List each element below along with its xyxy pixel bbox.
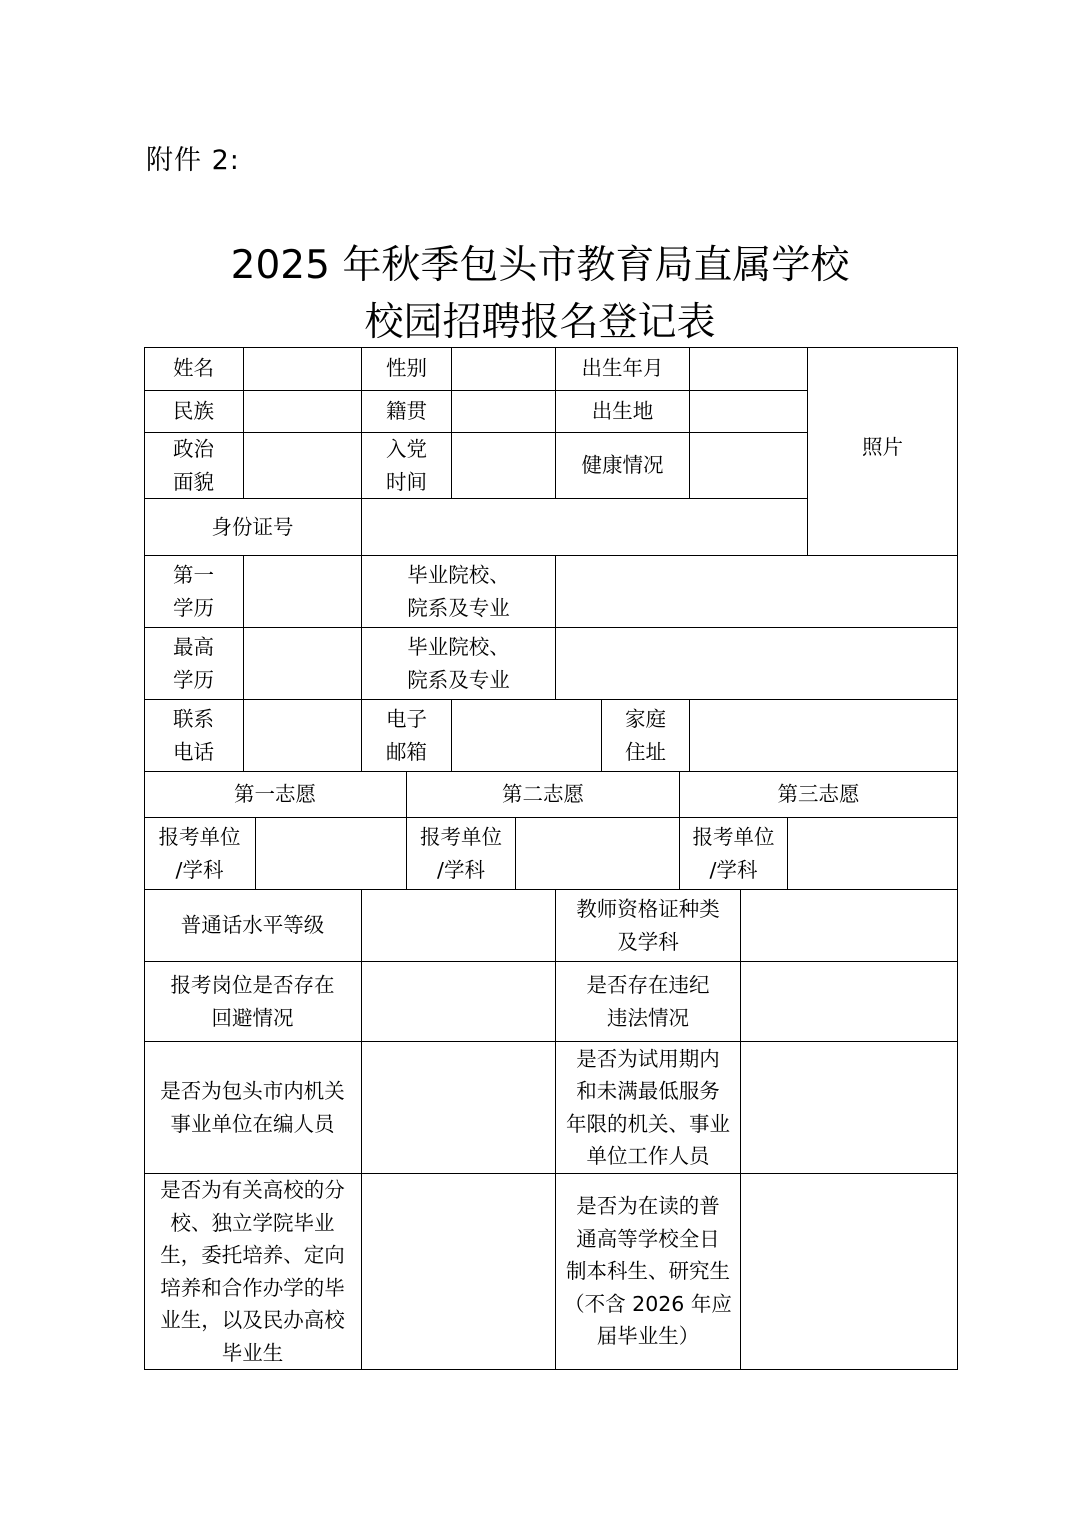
label-birthplace: 出生地 [556, 391, 690, 433]
input-violation[interactable] [741, 962, 958, 1042]
label-id-number: 身份证号 [144, 499, 362, 556]
label-avoidance: 报考岗位是否存在 回避情况 [144, 962, 362, 1042]
label-current-student: 是否为在读的普 通高等学校全日 制本科生、研究生 （不含 2026 年应 届毕业生） [556, 1174, 741, 1370]
label-unit-subject-1: 报考单位 /学科 [144, 818, 256, 890]
label-mandarin-level: 普通话水平等级 [144, 890, 362, 962]
input-health[interactable] [690, 433, 808, 499]
label-unit-subject-2: 报考单位 /学科 [407, 818, 516, 890]
input-phone[interactable] [244, 700, 362, 772]
label-baotou-staff: 是否为包头市内机关 事业单位在编人员 [144, 1042, 362, 1174]
label-gender: 性别 [362, 347, 452, 391]
label-probation-staff: 是否为试用期内 和未满最低服务 年限的机关、事业 单位工作人员 [556, 1042, 741, 1174]
label-choice-2: 第二志愿 [407, 772, 680, 818]
form-title-line2: 校园招聘报名登记表 [364, 300, 716, 345]
input-gender[interactable] [452, 347, 556, 391]
label-phone: 联系 电话 [144, 700, 244, 772]
label-name: 姓名 [144, 347, 244, 391]
label-school-major-2: 毕业院校、 院系及专业 [362, 628, 556, 700]
input-probation-staff[interactable] [741, 1042, 958, 1174]
input-name[interactable] [244, 347, 362, 391]
input-current-student[interactable] [741, 1174, 958, 1370]
label-school-major-1: 毕业院校、 院系及专业 [362, 556, 556, 628]
input-highest-degree[interactable] [244, 628, 362, 700]
label-first-degree: 第一 学历 [144, 556, 244, 628]
label-party-join-time: 入党 时间 [362, 433, 452, 499]
attachment-label: 附件 2: [146, 145, 240, 176]
input-native-place[interactable] [452, 391, 556, 433]
label-native-place: 籍贯 [362, 391, 452, 433]
label-choice-3: 第三志愿 [680, 772, 958, 818]
input-unit-subject-3[interactable] [788, 818, 958, 890]
input-avoidance[interactable] [362, 962, 556, 1042]
photo-box[interactable]: 照片 [808, 347, 958, 556]
label-teacher-cert: 教师资格证种类 及学科 [556, 890, 741, 962]
label-email: 电子 邮箱 [362, 700, 452, 772]
input-first-degree[interactable] [244, 556, 362, 628]
label-address: 家庭 住址 [602, 700, 690, 772]
label-ethnicity: 民族 [144, 391, 244, 433]
input-birthplace[interactable] [690, 391, 808, 433]
input-birth-date[interactable] [690, 347, 808, 391]
input-unit-subject-2[interactable] [516, 818, 680, 890]
label-special-graduate: 是否为有关高校的分 校、独立学院毕业 生，委托培养、定向 培养和合作办学的毕 业生，以及民办高校 毕业生 [144, 1174, 362, 1370]
input-school-major-2[interactable] [556, 628, 958, 700]
form-title-line1: 2025 年秋季包头市教育局直属学校 [230, 243, 850, 288]
input-teacher-cert[interactable] [741, 890, 958, 962]
input-ethnicity[interactable] [244, 391, 362, 433]
label-unit-subject-3: 报考单位 /学科 [680, 818, 788, 890]
input-address[interactable] [690, 700, 958, 772]
input-party-join-time[interactable] [452, 433, 556, 499]
input-unit-subject-1[interactable] [256, 818, 407, 890]
input-baotou-staff[interactable] [362, 1042, 556, 1174]
input-mandarin-level[interactable] [362, 890, 556, 962]
label-political-status: 政治 面貌 [144, 433, 244, 499]
input-special-graduate[interactable] [362, 1174, 556, 1370]
label-violation: 是否存在违纪 违法情况 [556, 962, 741, 1042]
input-email[interactable] [452, 700, 602, 772]
label-birth-date: 出生年月 [556, 347, 690, 391]
input-id-number[interactable] [362, 499, 808, 556]
label-choice-1: 第一志愿 [144, 772, 407, 818]
input-school-major-1[interactable] [556, 556, 958, 628]
input-political-status[interactable] [244, 433, 362, 499]
label-health: 健康情况 [556, 433, 690, 499]
label-highest-degree: 最高 学历 [144, 628, 244, 700]
